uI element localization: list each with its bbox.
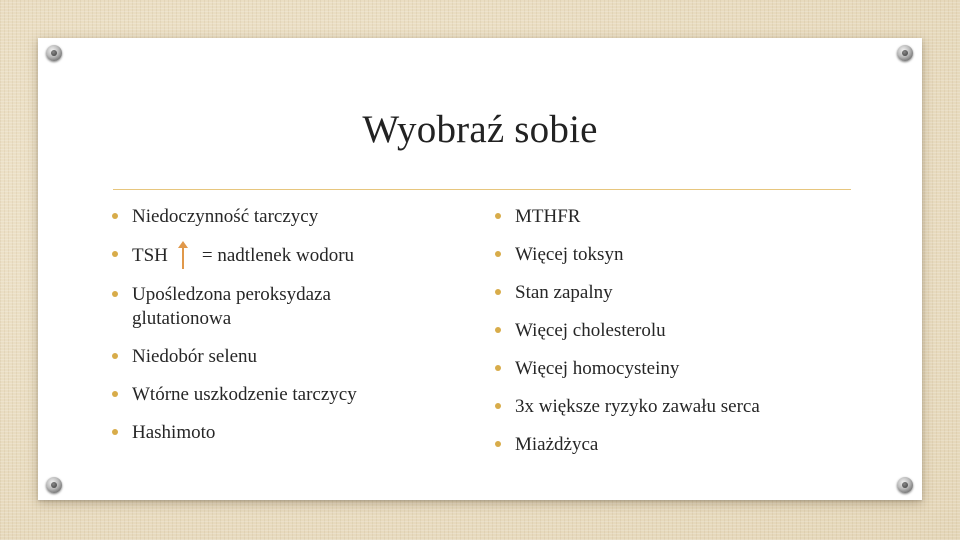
list-item-text: Stan zapalny [515,282,613,303]
list-item-text: Hashimoto [132,422,216,443]
list-item [112,421,472,445]
list-item-text: Upośledzona peroksydaza glutationowa [132,284,331,329]
list-item-text: Więcej cholesterolu [515,320,666,341]
bullet-icon [495,327,501,333]
list-item [495,357,895,381]
list-item [495,395,895,419]
pushpin-top-right-icon [897,45,913,61]
tsh-label: TSH [132,245,168,266]
bullet-icon [112,213,118,219]
list-item [495,205,895,229]
list-item [112,283,472,331]
list-item-text: 3x większe ryzyko zawału serca [515,396,760,417]
list-item [495,281,895,305]
list-item [112,345,472,369]
slide-title: Wyobraź sobie [362,108,598,151]
list-item [495,243,895,267]
tsh-row [132,243,472,269]
bullet-icon [495,441,501,447]
bullet-icon [495,251,501,257]
tsh-effect: = nadtlenek wodoru [201,245,355,266]
bullet-icon [495,403,501,409]
list-item-text: Miażdżyca [515,434,599,455]
list-item [112,383,472,407]
bullet-icon [495,289,501,295]
list-item [112,243,472,269]
bullet-icon [495,213,501,219]
bullet-icon [112,429,118,435]
list-item-text: Więcej homocysteiny [515,358,680,379]
right-bullet-list [495,205,895,471]
list-item-text: Niedobór selenu [132,346,258,367]
bullet-icon [112,353,118,359]
list-item [495,433,895,457]
left-bullet-list [112,205,472,459]
list-item-text: Wtórne uszkodzenie tarczycy [132,384,357,405]
pushpin-bottom-right-icon [897,477,913,493]
list-item [495,319,895,343]
bullet-icon [495,365,501,371]
list-item [112,205,472,229]
bullet-icon [112,291,118,297]
list-item-text: Niedoczynność tarczycy [132,206,319,227]
bullet-icon [112,391,118,397]
list-item-text: Więcej toksyn [515,244,624,265]
arrow-up-icon [178,243,188,269]
pushpin-top-left-icon [46,45,62,61]
list-item-text: MTHFR [515,206,581,227]
title-divider [113,189,851,190]
pushpin-bottom-left-icon [46,477,62,493]
bullet-icon [112,251,118,257]
